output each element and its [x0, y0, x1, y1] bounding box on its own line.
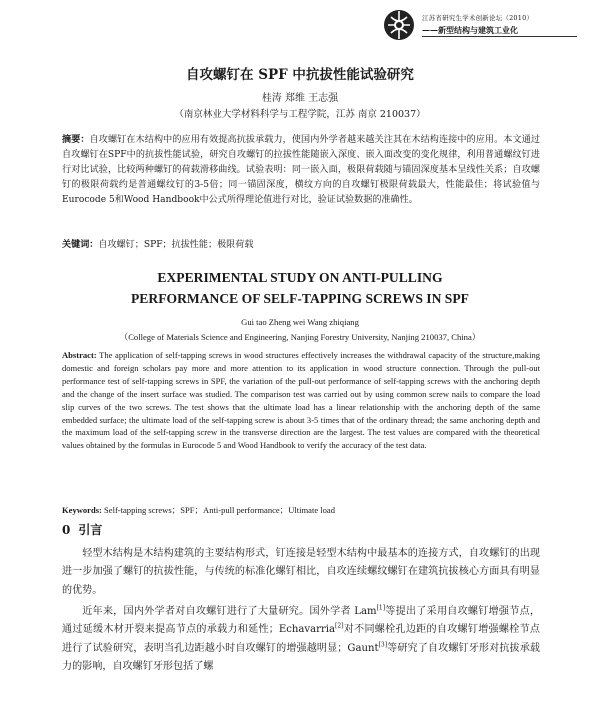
chinese-keywords-text: 自攻螺钉；SPF；抗拔性能；极限荷载	[98, 240, 254, 250]
section-title: 引言	[78, 523, 103, 537]
english-authors: Gui tao Zheng wei Wang zhiqiang	[241, 317, 359, 327]
english-keywords	[62, 504, 540, 517]
intro-paragraph-1: 轻型木结构是木结构建筑的主要结构形式，钉连接是轻型木结构中最基本的连接方式，自攻螺钉的出现进一步加强了螺钉的抗拔性能，与传统的标准化螺钉相比，自攻连续螺纹螺钉在建筑抗拔核心方面具有明显的优势。	[62, 548, 540, 596]
chinese-abstract-text: 自攻螺钉在木结构中的应用有效提高抗拔承载力，使国内外学者越来越关注其在木结构连接中的应用。本文通过自攻螺钉在SPF中的抗拔性能试验，研究自攻螺钉的拉拔性能随嵌入深度、嵌入面改变的变化规律，利用普通螺纹钉进行对比试验，比较两种螺钉的荷载滑移曲线。试验表明：同一嵌入面，极限荷载随与锚固深度基本呈线性关系；自攻螺钉的极限荷载约是普通螺纹钉的3-5倍；同一锚固深度，横纹方向的自攻螺钉极限荷载最大，性能最佳；将试验值与Eurocode 5和Wood Handbook中公式所得理论值进行对比，验证试验数据的准确性。	[62, 135, 540, 206]
english-keywords-text: Self-tapping screws；SPF；Anti-pull performance；Ultimate load	[101, 505, 335, 515]
header-subtitle: ——新型结构与建筑工业化	[422, 25, 518, 35]
chinese-abstract	[62, 132, 540, 208]
journal-logo-icon	[382, 8, 416, 42]
chinese-abstract-label: 摘要：	[62, 134, 90, 145]
english-abstract	[62, 349, 540, 452]
journal-header	[382, 8, 582, 42]
intro-paragraph-2	[62, 603, 540, 676]
english-abstract-label: Abstract:	[62, 350, 97, 360]
section-heading-introduction	[62, 521, 110, 538]
chinese-keywords-label: 关键词：	[62, 239, 99, 250]
english-title-line1: EXPERIMENTAL STUDY ON ANTI-PULLING	[157, 270, 443, 285]
english-affiliation: （College of Materials Science and Engineering, Nanjing Forestry University, Nanjing 210037, China）	[119, 332, 481, 342]
para2-text-a: 近年来，国内外学者对自攻螺钉进行了大量研究。国外学者 Lam	[82, 606, 377, 617]
english-title-line2: PERFORMANCE OF SELF-TAPPING SCREWS IN SPF	[131, 290, 469, 306]
para2-text-d: 等研究了自攻螺钉牙形对抗拔承载力的影响，自攻螺钉牙形包括了螺	[62, 642, 540, 672]
english-title	[40, 268, 560, 309]
citation-ref-3[interactable]: [3]	[378, 641, 388, 649]
para2-text-c: 对不同螺栓孔边距的自攻螺钉增强螺栓节点进行了试验研究，表明当孔边距越小时自攻螺钉的增强越明显；Gaunt	[62, 624, 541, 654]
citation-ref-1[interactable]: [1]	[376, 604, 386, 612]
citation-ref-2[interactable]: [2]	[335, 622, 344, 630]
chinese-title: 自攻螺钉在 SPF 中抗拔性能试验研究	[186, 67, 414, 83]
chinese-keywords	[62, 238, 540, 252]
header-divider	[422, 36, 577, 37]
chinese-authors: 桂涛 郑维 王志强	[261, 93, 339, 104]
section-number: 0	[62, 523, 71, 537]
english-keywords-label: Keywords:	[62, 505, 102, 515]
header-forum-name: 江苏省研究生学术创新论坛（2010）	[422, 14, 534, 22]
chinese-affiliation: （南京林业大学材料科学与工程学院，江苏 南京 210037）	[174, 109, 426, 120]
english-abstract-text: The application of self-tapping screws in wood structures effectively increases the withdrawal capacity of the structure,making domestic and foreign scholars pay more and more attention to its application in wood structure connection. Through the pull-out performance test of self-tapping screws in SPF, the variation of the pull-out performance of self-tapping screws with the anchoring depth and the change of the insert surface was studied. The comparison test was carried out by using common screw nails to compare the load slip curves of the two screws. The test shows that the ultimate load has a linear relationship with the anchoring depth of the same embedded surface; the ultimate load of the self-tapping screw is about 3-5 times that of the ordinary thread; the same anchoring depth and the maximum load of the self-tapping screw in the transverse direction are the largest. The test values are compared with the theoretical values obtained by the formulas in Eurocode 5 and Wood Handbook to verify the accuracy of the test data.	[62, 350, 540, 451]
para2-text-b: 等提出了采用自攻螺钉增强节点，通过延缓木材开裂来提高节点的承载力和延性；Echavarria	[62, 606, 541, 636]
